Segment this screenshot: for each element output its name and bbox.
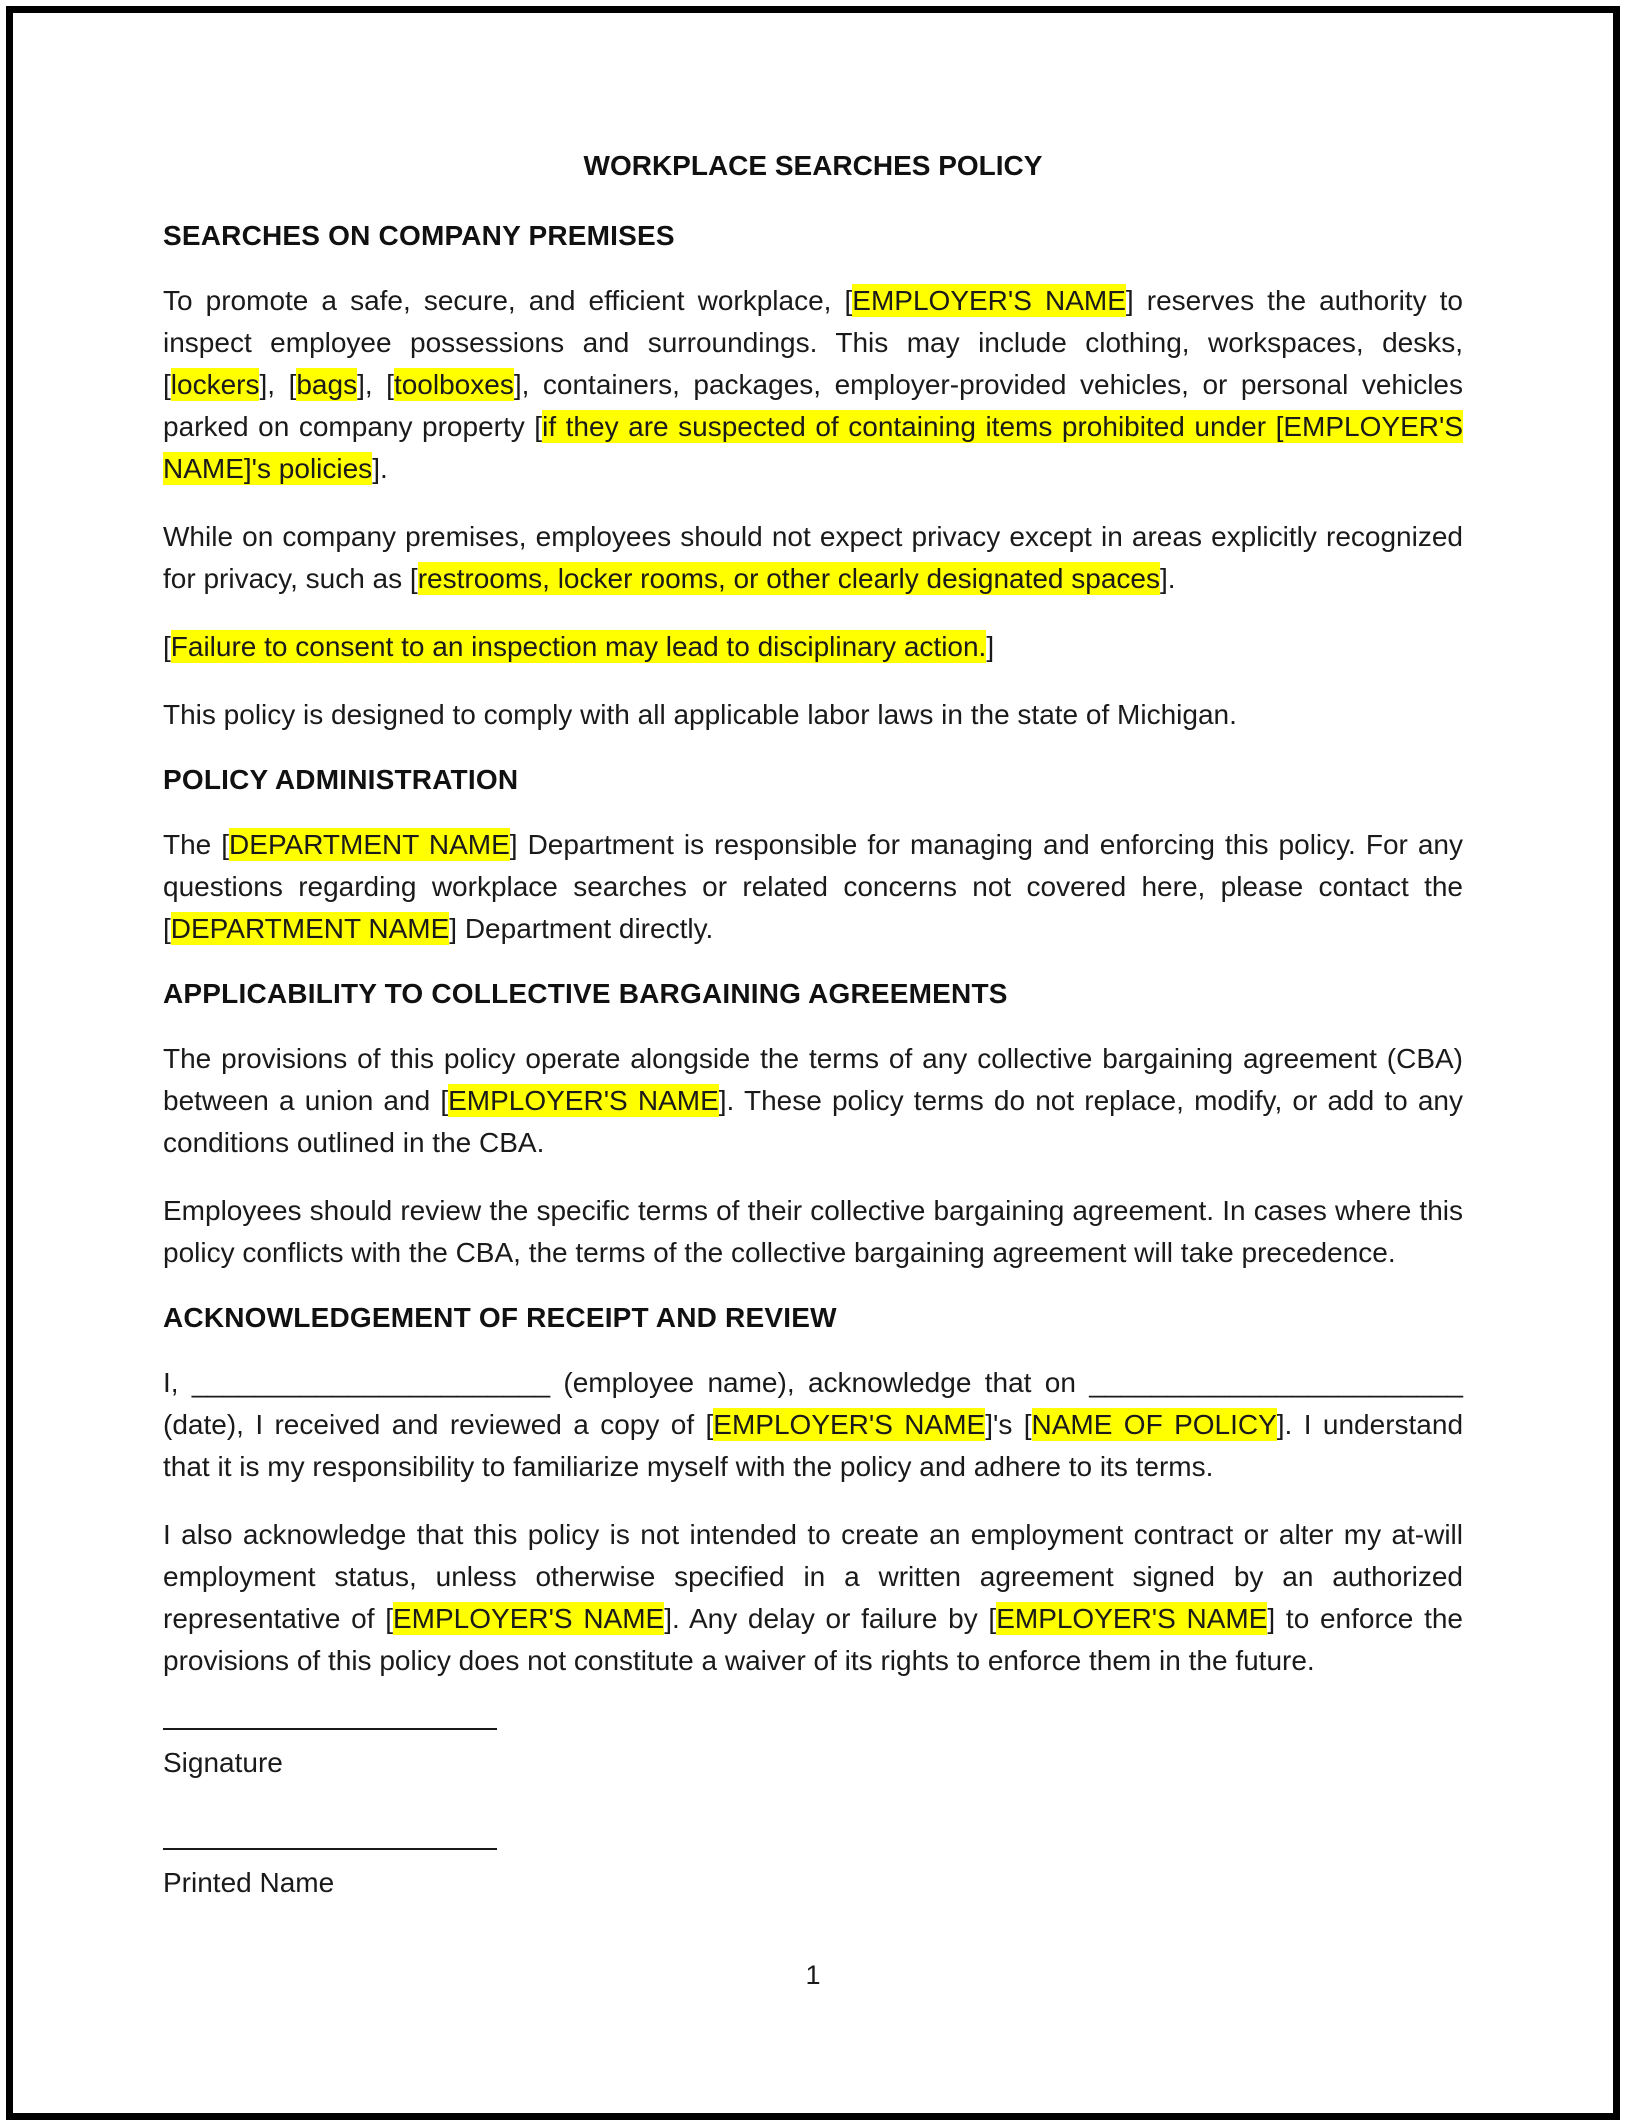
- highlighted-placeholder: EMPLOYER'S NAME: [448, 1085, 719, 1116]
- para-searches-2: [163, 516, 1463, 600]
- para-cba-1: [163, 1038, 1463, 1164]
- signature-line: [163, 1728, 497, 1730]
- highlighted-placeholder: EMPLOYER'S NAME: [852, 285, 1126, 316]
- document-content: [163, 148, 1463, 1904]
- para-policy-administration: [163, 824, 1463, 950]
- para-acknowledgement-2: [163, 1514, 1463, 1682]
- highlighted-placeholder: EMPLOYER'S NAME: [392, 1603, 665, 1634]
- text-run: ], [: [259, 369, 297, 400]
- para-searches-1: [163, 280, 1463, 490]
- text-run: ] to enforce the provisions of this policy does not constitute a waiver of its rights to enforce them in the future.: [163, 1603, 1463, 1676]
- text-run: ].: [372, 453, 388, 484]
- text-run: ]. I understand that it is my responsibility to familiarize myself with the policy and adhere to its terms.: [163, 1409, 1464, 1482]
- heading-acknowledgement: ACKNOWLEDGEMENT OF RECEIPT AND REVIEW: [163, 1302, 837, 1333]
- page-title: WORKPLACE SEARCHES POLICY: [583, 150, 1043, 181]
- document-blocks: [163, 218, 1463, 1904]
- highlighted-placeholder: EMPLOYER'S NAME: [713, 1409, 986, 1440]
- para-cba-2: [163, 1190, 1463, 1274]
- text-run: ]: [986, 631, 995, 662]
- highlighted-placeholder: toolboxes: [393, 369, 514, 400]
- text-run: The [: [163, 829, 230, 860]
- page-number: 1: [805, 1960, 821, 1990]
- text-run: ] reserves the authority to inspect employee possessions and surroundings. This may include clothing, workspaces, desks, [: [163, 285, 1463, 400]
- text-run: To promote a safe, secure, and efficient workplace, [: [163, 285, 853, 316]
- text-run: While on company premises, employees should not expect privacy except in areas explicitly recognized for privacy, such as [: [163, 521, 1463, 594]
- para-acknowledgement-1: [163, 1362, 1463, 1488]
- text-run: The provisions of this policy operate alongside the terms of any collective bargaining agreement (CBA) between a union and [: [163, 1043, 1463, 1116]
- highlighted-placeholder: DEPARTMENT NAME: [170, 913, 450, 944]
- highlighted-placeholder: if they are suspected of containing items prohibited under [EMPLOYER'S NAME]'s policies: [163, 411, 1464, 484]
- text-run: ]. These policy terms do not replace, modify, or add to any conditions outlined in the CBA.: [163, 1085, 1463, 1158]
- highlighted-placeholder: EMPLOYER'S NAME: [996, 1603, 1268, 1634]
- printed-name-line: [163, 1848, 497, 1850]
- heading-policy-administration: POLICY ADMINISTRATION: [163, 764, 519, 795]
- heading-applicability-cba: APPLICABILITY TO COLLECTIVE BARGAINING AGREEMENTS: [163, 978, 1008, 1009]
- text-run: Employees should review the specific terms of their collective bargaining agreement. In cases where this policy conflicts with the CBA, the terms of the collective bargaining agreement will take precedence.: [163, 1195, 1463, 1268]
- highlighted-placeholder: restrooms, locker rooms, or other clearly designated spaces: [417, 563, 1161, 594]
- text-run: [: [163, 631, 171, 662]
- highlighted-placeholder: Failure to consent to an inspection may lead to disciplinary action.: [170, 631, 987, 662]
- highlighted-placeholder: NAME OF POLICY: [1031, 1409, 1277, 1440]
- text-run: ].: [1160, 563, 1176, 594]
- printed-name-label: Printed Name: [163, 1867, 335, 1898]
- para-failure-to-consent: [163, 626, 1463, 668]
- text-run: ], containers, packages, employer-provided vehicles, or personal vehicles parked on company property [: [163, 369, 1463, 442]
- text-run: I also acknowledge that this policy is not intended to create an employment contract or alter my at-will employment status, unless otherwise specified in a written agreement signed by an authorized representative of [: [163, 1519, 1463, 1634]
- text-run: ]'s [: [985, 1409, 1032, 1440]
- para-michigan-compliance: [163, 694, 1463, 736]
- highlighted-placeholder: DEPARTMENT NAME: [229, 829, 510, 860]
- signature-label: Signature: [163, 1747, 283, 1778]
- text-run: ] Department directly.: [449, 913, 714, 944]
- highlighted-placeholder: bags: [296, 369, 358, 400]
- text-run: This policy is designed to comply with all applicable labor laws in the state of Michigan.: [163, 699, 1237, 730]
- text-run: ]. Any delay or failure by [: [664, 1603, 997, 1634]
- text-run: I, _______________________ (employee name), acknowledge that on ________________________ (date), I received and reviewed a copy of [: [163, 1367, 1463, 1440]
- highlighted-placeholder: lockers: [170, 369, 260, 400]
- heading-searches-on-company-premises: SEARCHES ON COMPANY PREMISES: [163, 220, 675, 251]
- text-run: ], [: [357, 369, 394, 400]
- text-run: ] Department is responsible for managing and enforcing this policy. For any questions regarding workplace searches or related concerns not covered here, please contact the [: [163, 829, 1464, 944]
